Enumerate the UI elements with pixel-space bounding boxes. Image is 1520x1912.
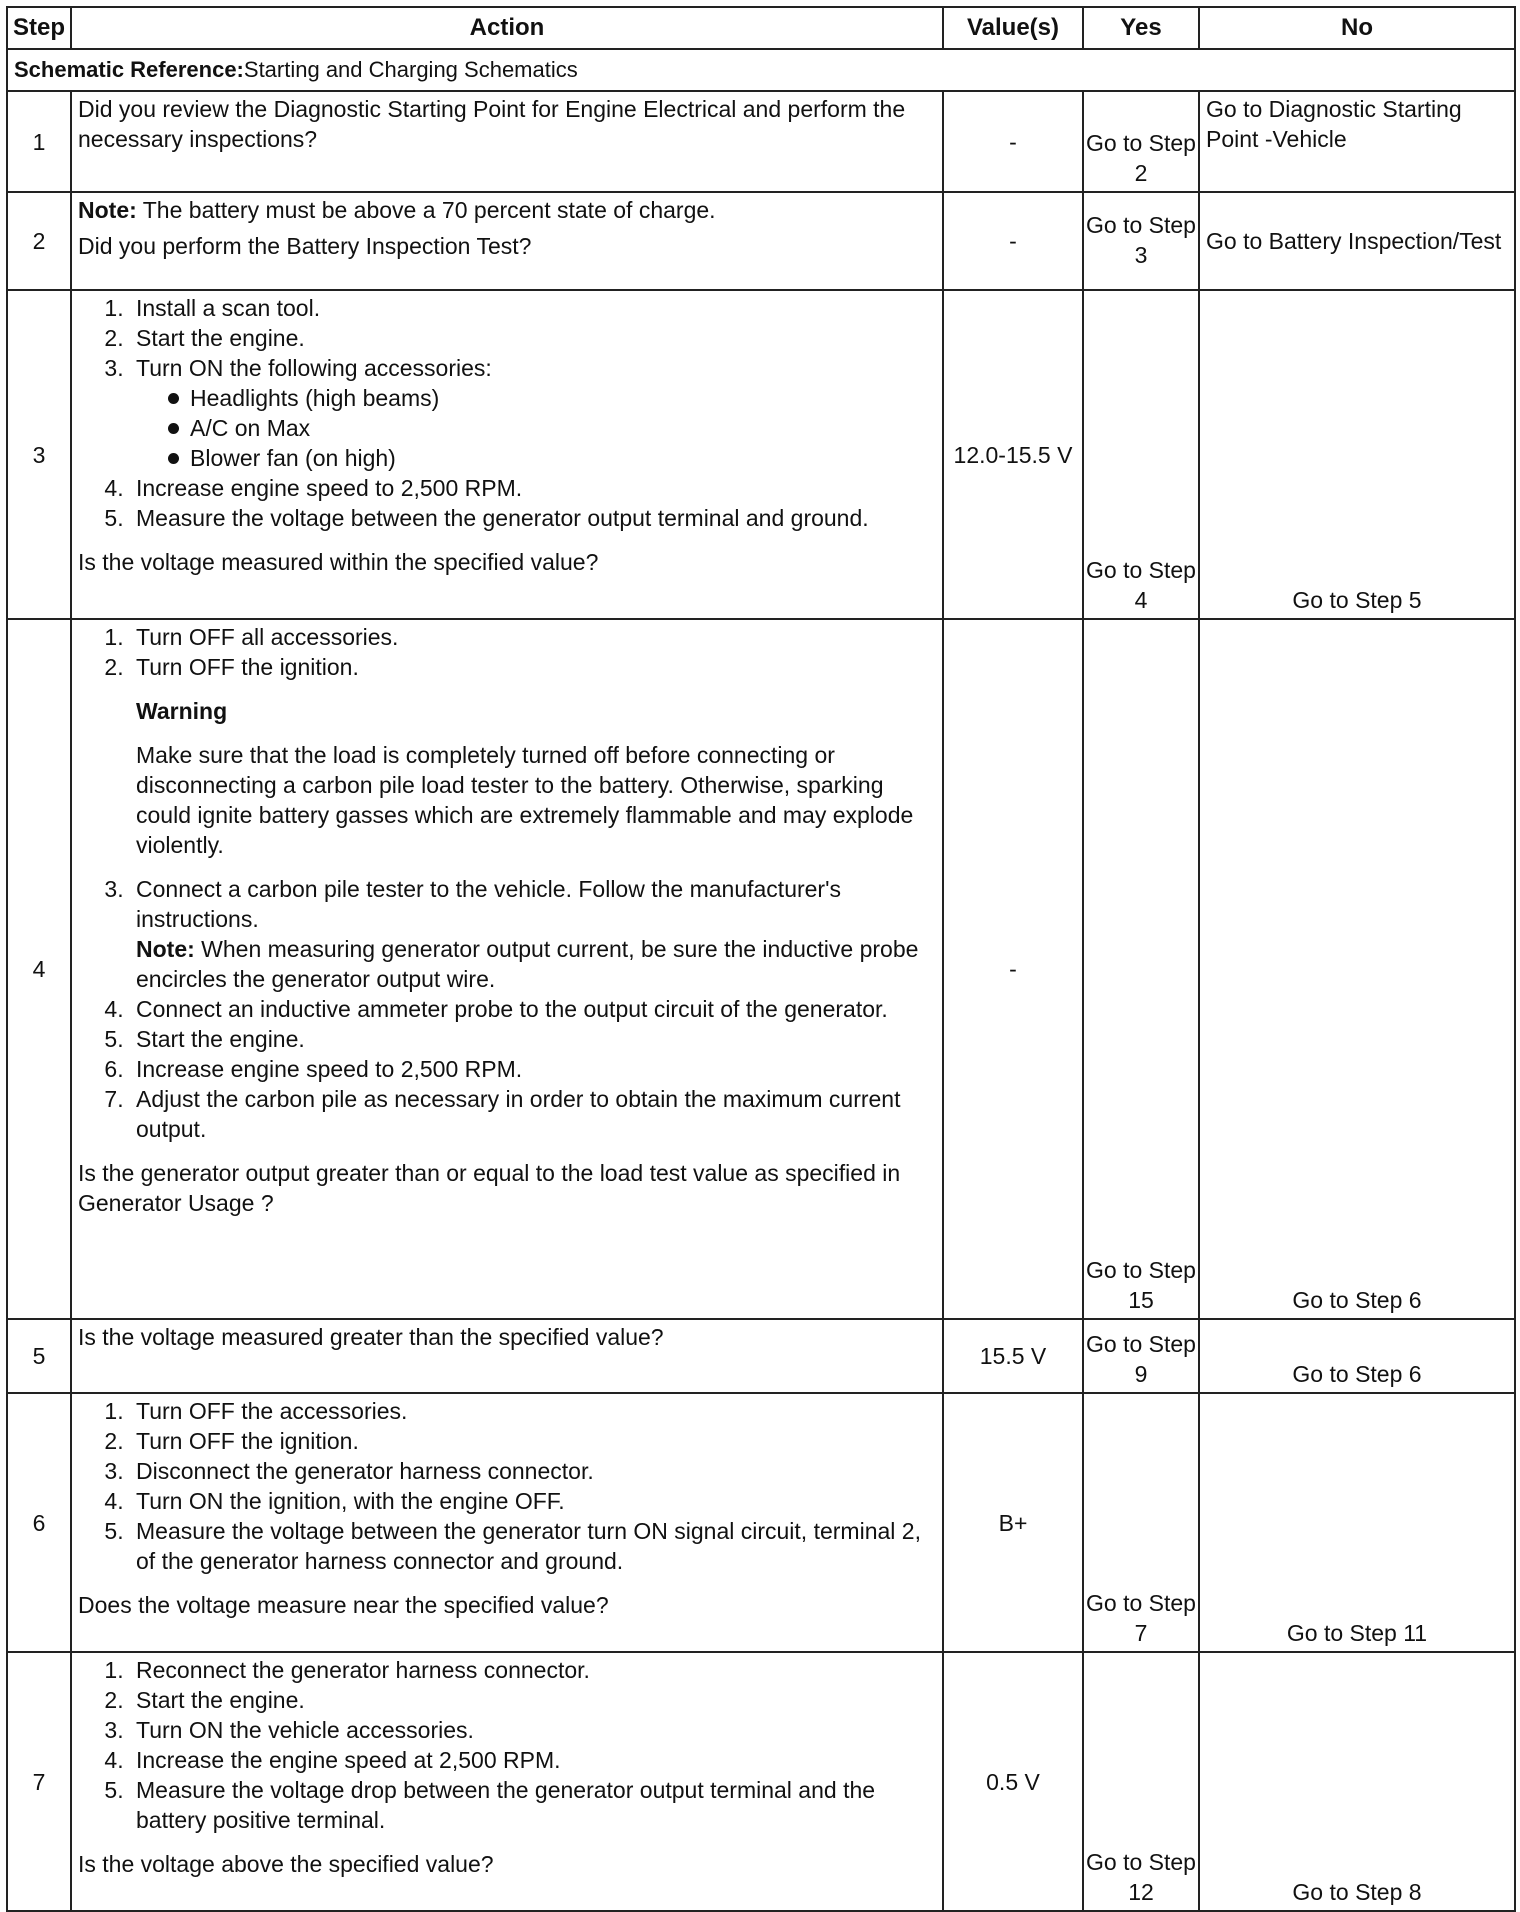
list-item: 2. Start the engine.	[130, 323, 938, 353]
schematic-label: Schematic Reference:	[14, 57, 244, 82]
list-item: 3. Disconnect the generator harness connector.	[130, 1456, 938, 1486]
list-item-text: Turn OFF the ignition.	[136, 654, 359, 680]
value-cell: -	[943, 619, 1083, 1319]
list-item: 5. Start the engine.	[130, 1024, 938, 1054]
table-row-step-4	[7, 619, 1515, 1319]
step-number: 4	[7, 619, 71, 1319]
action-cell	[71, 1652, 943, 1911]
yes-link[interactable]: Go to Step 2	[1083, 91, 1199, 192]
step-number: 5	[7, 1319, 71, 1393]
no-link[interactable]: Go to Step 11	[1199, 1393, 1515, 1652]
list-item: 4. Increase engine speed to 2,500 RPM.	[130, 473, 938, 503]
header-yes: Yes	[1083, 7, 1199, 49]
note-label: Note:	[78, 197, 137, 223]
step-number: 1	[7, 91, 71, 192]
list-item: 6. Increase engine speed to 2,500 RPM.	[130, 1054, 938, 1084]
no-link[interactable]: Go to Battery Inspection/Test	[1199, 192, 1515, 290]
table-row-step-2	[7, 192, 1515, 290]
table-row-step-7	[7, 1652, 1515, 1911]
action-cell	[71, 290, 943, 619]
list-item	[130, 874, 938, 994]
accessory-list	[136, 383, 938, 473]
note-text: The battery must be above a 70 percent state of charge.	[136, 197, 716, 223]
warning-title: Warning	[136, 698, 228, 724]
list-item: 2. Start the engine.	[130, 1685, 938, 1715]
table-row-step-1	[7, 91, 1515, 192]
list-item: 4. Turn ON the ignition, with the engine OFF.	[130, 1486, 938, 1516]
diagnostic-table	[6, 6, 1516, 1912]
step-number: 6	[7, 1393, 71, 1652]
table-row-step-3	[7, 290, 1515, 619]
list-item: 5. Measure the voltage between the generator output terminal and ground.	[130, 503, 938, 533]
no-link[interactable]: Go to Diagnostic Starting Point -Vehicle	[1199, 91, 1515, 192]
no-link[interactable]: Go to Step 8	[1199, 1652, 1515, 1911]
yes-link[interactable]: Go to Step 12	[1083, 1652, 1199, 1911]
no-link[interactable]: Go to Step 6	[1199, 1319, 1515, 1393]
header-no: No	[1199, 7, 1515, 49]
note-label: Note:	[136, 936, 195, 962]
note	[78, 195, 938, 225]
header-step: Step	[7, 7, 71, 49]
value-cell: 12.0-15.5 V	[943, 290, 1083, 619]
yes-link[interactable]: Go to Step 7	[1083, 1393, 1199, 1652]
list-item: 1. Turn OFF the accessories.	[130, 1396, 938, 1426]
note-text: When measuring generator output current, be sure the inductive probe encircles the generator output wire.	[136, 936, 919, 992]
yes-link[interactable]: Go to Step 4	[1083, 290, 1199, 619]
warning-block	[136, 696, 938, 860]
yes-link[interactable]: Go to Step 3	[1083, 192, 1199, 290]
question: Did you perform the Battery Inspection Test?	[78, 233, 532, 259]
value-cell: -	[943, 192, 1083, 290]
list-item: 4. Increase the engine speed at 2,500 RPM.	[130, 1745, 938, 1775]
list-item: 1. Install a scan tool.	[130, 293, 938, 323]
header-row	[7, 7, 1515, 49]
value-cell: -	[943, 91, 1083, 192]
bullet-item: Headlights (high beams)	[172, 383, 938, 413]
bullet-item: Blower fan (on high)	[172, 443, 938, 473]
step-number: 7	[7, 1652, 71, 1911]
list-item	[130, 353, 938, 473]
header-action: Action	[71, 7, 943, 49]
step-number: 3	[7, 290, 71, 619]
action-cell	[71, 192, 943, 290]
action-text: Did you review the Diagnostic Starting Point for Engine Electrical and perform the necessary inspections?	[71, 91, 943, 192]
action-cell	[71, 1393, 943, 1652]
action-cell	[71, 619, 943, 1319]
question: Is the voltage above the specified value?	[78, 1851, 494, 1877]
no-link[interactable]: Go to Step 6	[1199, 619, 1515, 1319]
question: Is the voltage measured greater than the specified value?	[71, 1319, 943, 1393]
question: Is the generator output greater than or equal to the load test value as specified in Generator Usage ?	[78, 1160, 901, 1216]
list-item-text: Connect a carbon pile tester to the vehicle. Follow the manufacturer's instructions.	[136, 876, 841, 932]
header-values: Value(s)	[943, 7, 1083, 49]
step-number: 2	[7, 192, 71, 290]
question: Does the voltage measure near the specified value?	[78, 1592, 609, 1618]
warning-text: Make sure that the load is completely turned off before connecting or disconnecting a carbon pile load tester to the battery. Otherwise, sparking could ignite battery gasses which are extremely flammable and may explode violently.	[136, 742, 914, 858]
list-item: 5. Measure the voltage between the generator turn ON signal circuit, terminal 2, of the generator harness connector and ground.	[130, 1516, 938, 1576]
bullet-item: A/C on Max	[172, 413, 938, 443]
list-item	[130, 652, 938, 860]
procedure-list	[78, 293, 938, 533]
list-item: 2. Turn OFF the ignition.	[130, 1426, 938, 1456]
schematic-reference	[7, 49, 1515, 91]
table-row-step-6	[7, 1393, 1515, 1652]
yes-link[interactable]: Go to Step 9	[1083, 1319, 1199, 1393]
question: Is the voltage measured within the specified value?	[78, 549, 599, 575]
list-item: 1. Reconnect the generator harness connector.	[130, 1655, 938, 1685]
list-item: 4. Connect an inductive ammeter probe to the output circuit of the generator.	[130, 994, 938, 1024]
schematic-link[interactable]: Starting and Charging Schematics	[243, 57, 578, 82]
value-cell: 0.5 V	[943, 1652, 1083, 1911]
procedure-list	[78, 1396, 938, 1576]
value-cell: B+	[943, 1393, 1083, 1652]
no-link[interactable]: Go to Step 5	[1199, 290, 1515, 619]
list-item: 3. Turn ON the vehicle accessories.	[130, 1715, 938, 1745]
value-cell: 15.5 V	[943, 1319, 1083, 1393]
list-item: 5. Measure the voltage drop between the generator output terminal and the battery positive terminal.	[130, 1775, 938, 1835]
procedure-list	[78, 1655, 938, 1835]
yes-link[interactable]: Go to Step 15	[1083, 619, 1199, 1319]
list-item-text: Turn ON the following accessories:	[136, 355, 492, 381]
list-item: 7. Adjust the carbon pile as necessary in order to obtain the maximum current output.	[130, 1084, 938, 1144]
table-row-step-5	[7, 1319, 1515, 1393]
procedure-list	[78, 622, 938, 1144]
list-item: 1. Turn OFF all accessories.	[130, 622, 938, 652]
schematic-row	[7, 49, 1515, 91]
